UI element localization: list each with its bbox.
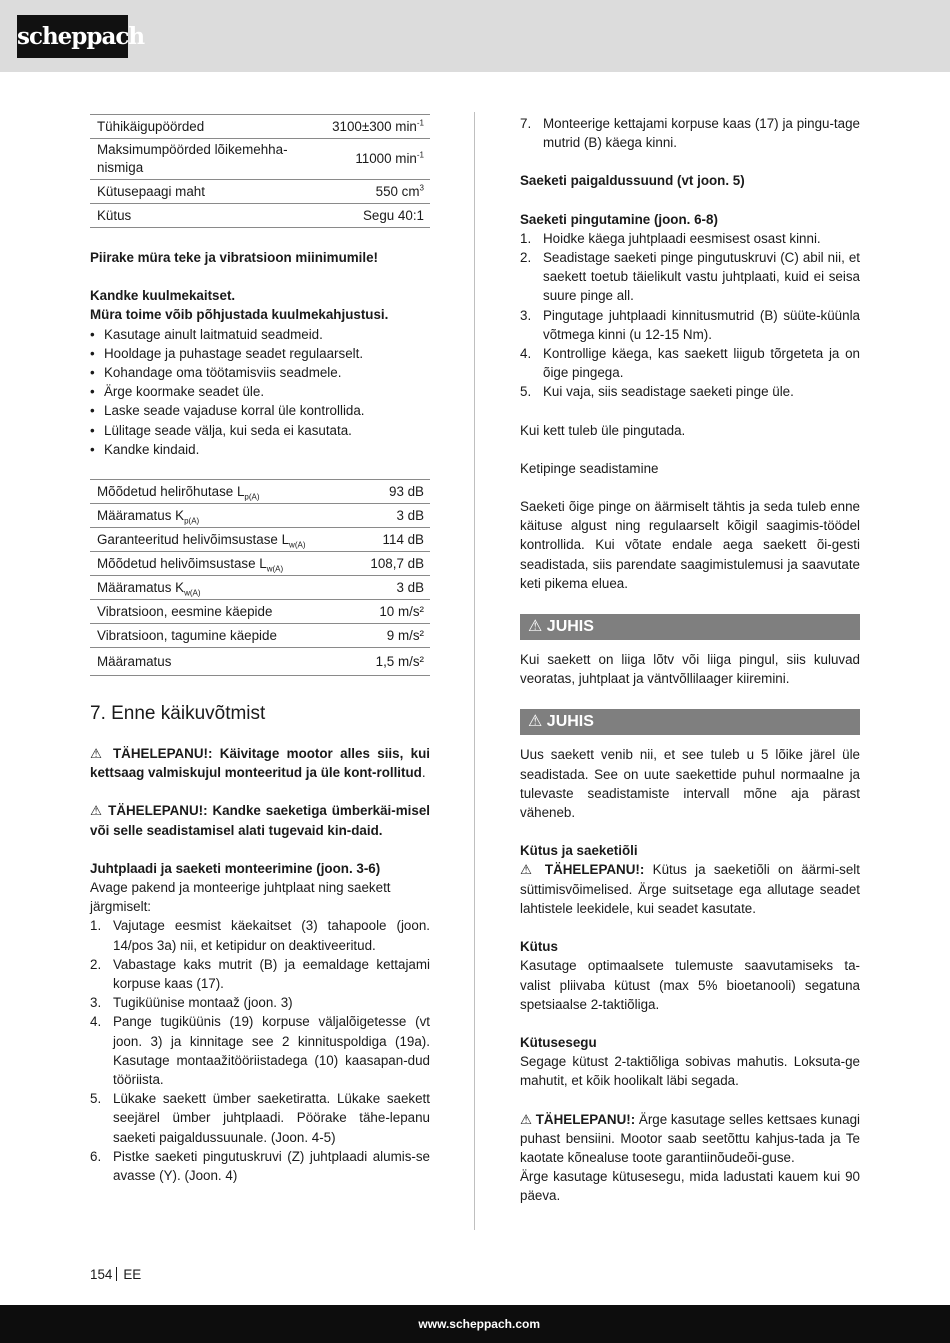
- spec-label: Maksimumpöörded lõikemehha-nismiga: [90, 139, 303, 180]
- list-item: 3. Pingutage juhtplaadi kinnitusmutrid (B) süüte-küünla võtmega kinni (u 12-15 Nm).: [520, 307, 860, 342]
- table-row: [90, 576, 430, 600]
- table-row: [90, 600, 430, 624]
- mix-heading: Kütusesegu: [520, 1034, 597, 1050]
- list-item: 1. Vajutage eesmist käekaitset (3) tahapoole (joon. 14/pos 3a) nii, et ketipidur on deaktiveeritud.: [90, 918, 430, 953]
- list-item: 7. Monteerige kettajami korpuse kaas (17) ja pingu-tage mutrid (B) käega kinni.: [520, 116, 860, 151]
- mix-text: Segage kütust 2-taktiõliga sobivas mahutis. Loksuta-ge mahutit, et kõik hoolikalt läbi segada.: [520, 1054, 860, 1089]
- list-item: • Ärge koormake seadet üle.: [90, 382, 430, 401]
- language-code: EE: [123, 1267, 142, 1282]
- list-item: 2. Vabastage kaks mutrit (B) ja eemaldage kettajami korpuse kaas (17).: [90, 956, 430, 992]
- spec-value: 11000 min: [355, 151, 417, 166]
- noise-bullets: [90, 325, 430, 459]
- juhis-text: Uus saekett venib nii, et see tuleb u 5 lõike järel üle seadistada. See on uute saekettide puhul normaalne ja tulevaste seadistamiste intervall mõne aja pärast väheneb.: [520, 747, 860, 821]
- mount-heading: Juhtplaadi ja saeketi monteerimine (joon. 3-6): [90, 860, 381, 876]
- mount-steps: [90, 916, 430, 1185]
- spec-value: 10 m/s²: [351, 600, 430, 624]
- fuel-heading: Kütus: [520, 939, 558, 955]
- spec-label-sub: p(A): [244, 492, 260, 502]
- list-item: 2. Seadistage saeketi pinge pingutuskruvi (C) abil nii, et saekett toetub täielikult vastu juhtplaati, kuid ei seisa suure pinge all.: [520, 250, 860, 304]
- mount-steps-continued: [520, 114, 860, 152]
- table-row: [90, 180, 430, 204]
- spec-value: 93 dB: [351, 480, 430, 504]
- page-header: [0, 0, 950, 72]
- page-separator: [116, 1267, 117, 1281]
- direction-heading: Saeketi paigaldussuund (vt joon. 5): [520, 173, 745, 189]
- juhis-banner: ⚠ JUHIS: [520, 709, 860, 735]
- column-divider: [474, 112, 475, 1230]
- website-link[interactable]: www.scheppach.com: [418, 1317, 540, 1331]
- list-item: 1. Hoidke käega juhtplaadi eesmisest osast kinni.: [520, 230, 821, 246]
- wear-protection-sub: Müra toime võib põhjustada kuulmekahjustusi.: [90, 307, 389, 323]
- juhis-text: Kui saekett on liiga lõtv või liiga pingul, siis kuluvad veoratas, juhtplaat ja väntvõllilaager kiiremini.: [520, 652, 860, 687]
- page-number-value: 154: [90, 1267, 113, 1282]
- table-row: [90, 115, 430, 139]
- spec-label-sub: w(A): [184, 588, 201, 598]
- warning-text: TÄHELEPANU!: Kandke saeketiga ümberkäi-misel või selle seadistamisel alati tugevaid kin-daid.: [90, 803, 430, 838]
- list-item: 5. Kui vaja, siis seadistage saeketi pinge üle.: [520, 384, 794, 400]
- list-item: 4. Pange tugiküünis (19) korpuse väljalõigetesse (vt joon. 3) ja kinnitage see 2 kinnituspoldiga (19a). Kasutage montaažitööriistadega (10) kaasapan-dud tööriista.: [90, 1014, 430, 1088]
- spec-value: 3 dB: [351, 504, 430, 528]
- fuel-oil-warning: ⚠ TÄHELEPANU!: Kütus ja saeketiõli on äärmi-selt süttimisvõimelised. Ärge suitsetage ega allutage seadet lahtistele leekidele, kui seadet kasutate.: [520, 862, 861, 916]
- tension-heading: Saeketi pingutamine (joon. 6-8): [520, 211, 718, 227]
- warning-triangle-icon: ⚠: [90, 803, 104, 819]
- right-column: [520, 114, 860, 1206]
- left-column: [90, 114, 430, 1185]
- spec-value: 3100±300 min: [332, 118, 417, 134]
- table-row: [90, 204, 430, 228]
- page-number: [90, 1265, 141, 1284]
- spec-label: Vibratsioon, tagumine käepide: [90, 624, 351, 648]
- spec-value: 3 dB: [351, 576, 430, 600]
- specs-table-top: [90, 114, 430, 228]
- table-row: [90, 480, 430, 504]
- noise-heading: Piirake müra teke ja vibratsioon miinimumile!: [90, 250, 378, 265]
- list-item: 5. Lükake saekett ümber saeketiratta. Lükake saekett seejärel ümber juhtplaadi. Pöörake tähe-lepanu saeketi paigaldussuunale. (Joon. 4-5): [90, 1091, 430, 1145]
- spec-unit-sup: 3: [419, 183, 424, 193]
- specs-table-noise: [90, 479, 430, 676]
- table-row: [90, 648, 430, 676]
- spec-label: Kütus: [90, 204, 303, 228]
- table-row: [90, 504, 430, 528]
- juhis-banner: ⚠ JUHIS: [520, 614, 860, 640]
- warning-text: TÄHELEPANU!: Käivitage mootor alles siis, kui kettsaag valmiskujul monteeritud ja üle kont-rollitud: [90, 746, 430, 781]
- spec-unit-sup: -1: [416, 118, 424, 128]
- spec-value: 550 cm: [375, 183, 420, 199]
- list-item: • Laske seade vajaduse korral üle kontrollida.: [90, 401, 430, 420]
- page-footer: [0, 1305, 950, 1343]
- spec-label-sub: w(A): [266, 564, 284, 574]
- list-item: • Kohandage oma töötamisviis seadmele.: [90, 363, 430, 382]
- spec-unit-sup: -1: [416, 150, 424, 160]
- mount-intro: Avage pakend ja monteerige juhtplaat ning saekett järgmiselt:: [90, 880, 391, 915]
- section-title: 7. Enne käikuvõtmist: [90, 703, 266, 725]
- spec-value: 108,7 dB: [351, 552, 430, 576]
- table-row: [90, 624, 430, 648]
- spec-label: Tühikäigupöörded: [90, 115, 303, 139]
- spec-label-sub: w(A): [289, 540, 306, 550]
- spec-value: 1,5 m/s²: [351, 648, 430, 676]
- list-item: • Lülitage seade välja, kui seda ei kasutata.: [90, 421, 430, 440]
- list-item: 4. Kontrollige käega, kas saekett liigub tõrgeteta ja on õige pingega.: [520, 346, 860, 381]
- spec-label: Määramatus K: [97, 579, 185, 595]
- mix-warning: ⚠ TÄHELEPANU!: Ärge kasutage selles kettsaes kunagi puhast bensiini. Mootor saab seetõttu kahjus-tada ja Te kaotate kõnealuse toote garantiinõudeõi-guse.: [520, 1111, 861, 1165]
- list-item: 3. Tugiküünise montaaž (joon. 3): [90, 995, 293, 1011]
- mix-last: Ärge kasutage kütusesegu, mida ladustati kauem kui 90 päeva.: [520, 1169, 860, 1204]
- warning-paragraph: ⚠ TÄHELEPANU!: Käivitage mootor alles siis, kui kettsaag valmiskujul monteeritud ja üle kont-rollitud.: [90, 746, 430, 781]
- chain-adjust-text: Ketipinge seadistamine: [520, 460, 659, 476]
- warning-paragraph: [90, 801, 430, 839]
- table-row: [90, 139, 430, 180]
- overtension-text: Kui kett tuleb üle pingutada.: [520, 422, 686, 438]
- spec-label: Garanteeritud helivõimsustase L: [97, 531, 290, 547]
- warning-triangle-icon: ⚠: [90, 746, 106, 762]
- spec-label: Mõõdetud helirõhutase L: [97, 483, 245, 499]
- tension-steps: [520, 229, 860, 402]
- spec-label: Kütusepaagi maht: [90, 180, 303, 204]
- tension-paragraph: Saeketi õige pinge on äärmiselt tähtis ja seda tuleb enne käituse algust ning regulaarselt kõigil saagimis-töödel kontrollida. Kui võtate endale aega saekett õi-gesti seadistada, siis parendate saagimistulemusi ja saavutate keti pikema eluea.: [520, 499, 860, 591]
- spec-label-sub: p(A): [184, 516, 200, 526]
- table-row: [90, 528, 430, 552]
- list-item: 6. Pistke saeketi pingutuskruvi (Z) juhtplaadi alumis-se avasse (Y). (Joon. 4): [90, 1148, 430, 1184]
- fuel-text: Kasutage optimaalsete tulemuste saavutamiseks ta-valist pliivaba kütust (max 5% bioetanooli) segatuna spetsiaalse 2-taktiõliga.: [520, 958, 860, 1012]
- spec-value: 114 dB: [351, 528, 430, 552]
- wear-protection-heading: Kandke kuulmekaitset.: [90, 288, 236, 304]
- spec-value: Segu 40:1: [303, 204, 430, 228]
- spec-value: 9 m/s²: [351, 624, 430, 648]
- spec-label: Vibratsioon, eesmine käepide: [90, 600, 351, 624]
- spec-label: Mõõdetud helivõimsustase L: [97, 555, 267, 571]
- table-row: [90, 552, 430, 576]
- spec-label: Määramatus K: [97, 507, 185, 523]
- fuel-oil-heading: Kütus ja saeketiõli: [520, 843, 638, 859]
- list-item: • Kasutage ainult laitmatuid seadmeid.: [90, 325, 430, 344]
- list-item: • Kandke kindaid.: [90, 440, 430, 459]
- spec-label: Määramatus: [90, 648, 351, 676]
- list-item: • Hooldage ja puhastage seadet regulaarselt.: [90, 344, 430, 363]
- brand-logo: scheppach: [17, 15, 128, 58]
